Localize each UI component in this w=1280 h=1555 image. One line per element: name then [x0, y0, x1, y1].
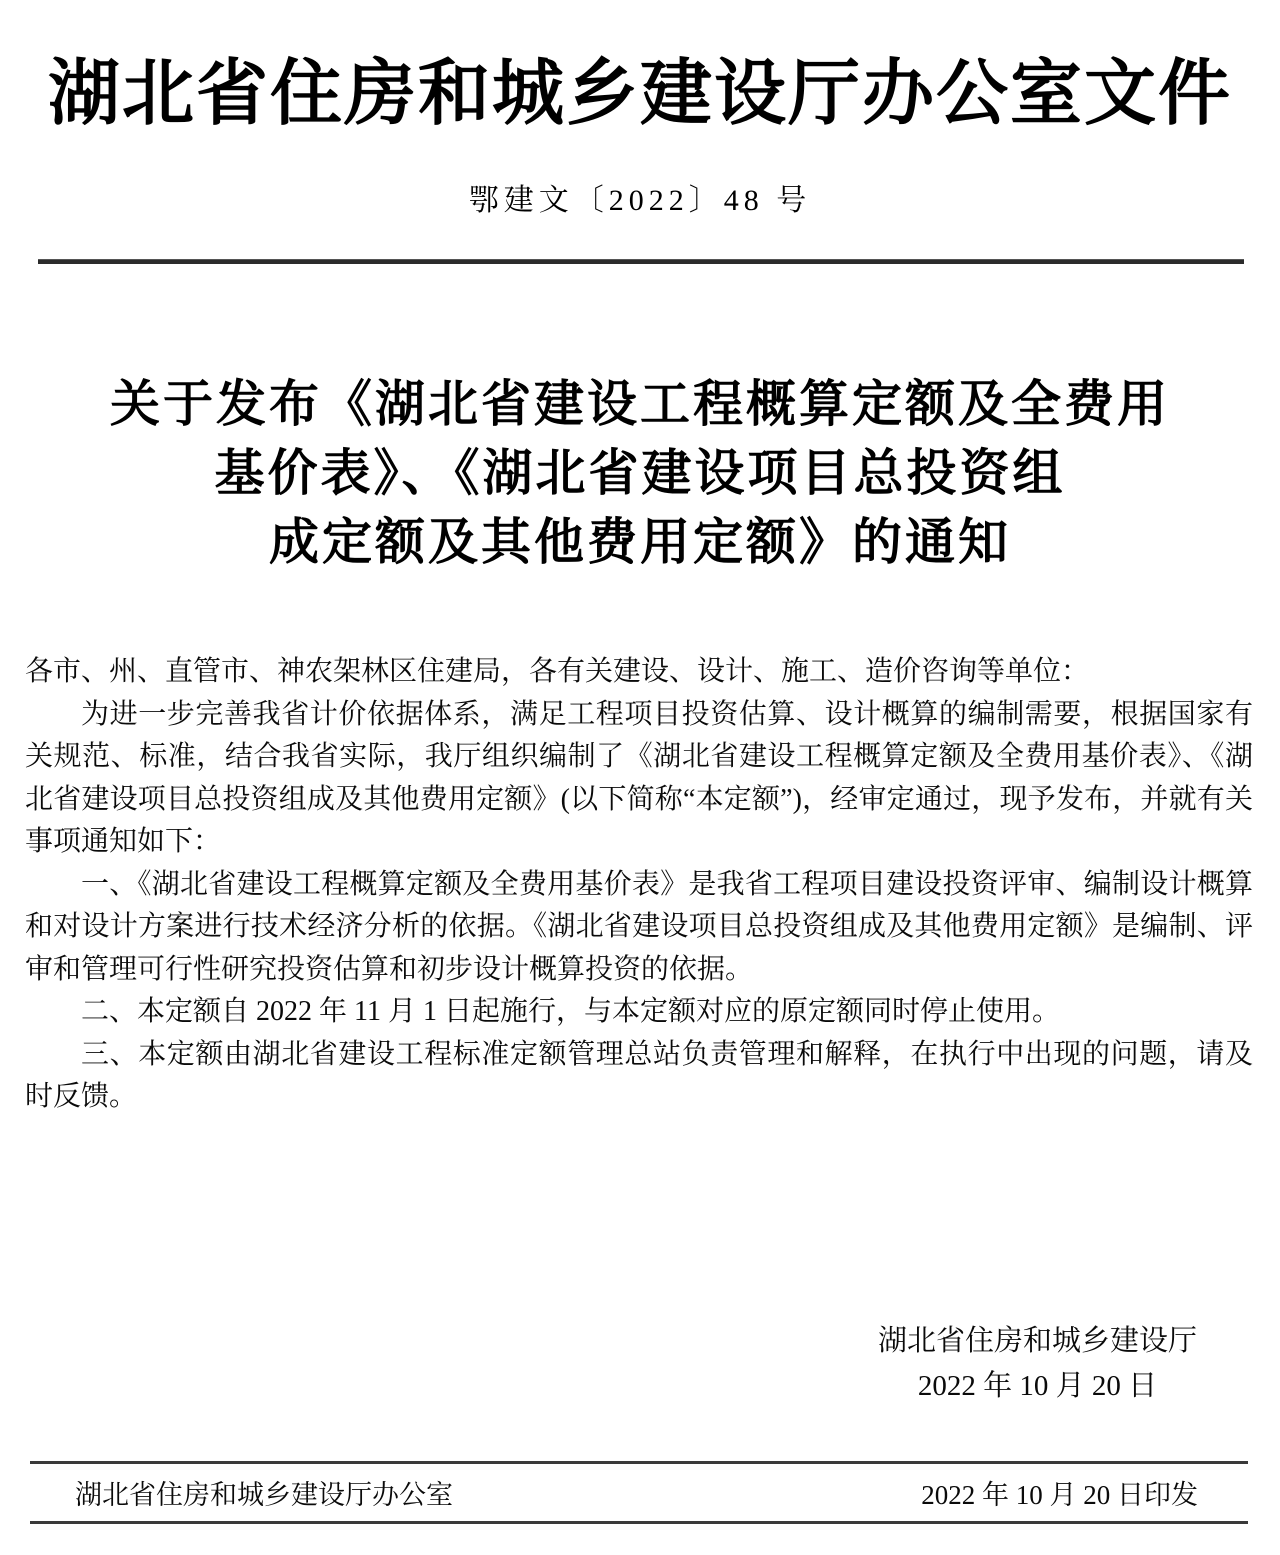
notice-title-line-2: 基价表》、《湖北省建设项目总投资组	[214, 445, 1066, 502]
document-number: 鄂建文〔2022〕48 号	[468, 184, 812, 218]
signature-date: 2022 年 10 月 20 日	[917, 1369, 1158, 1402]
notice-body	[25, 651, 1253, 1119]
document-header-title: 湖北省住房和城乡建设厅办公室文件	[47, 54, 1232, 134]
header-divider-rule	[38, 259, 1244, 264]
salutation-line: 各市、州、直管市、神农架林区住建局，各有关建设、设计、施工、造价咨询等单位：	[25, 656, 1090, 688]
body-paragraph-intro: 为进一步完善我省计价依据体系，满足工程项目投资估算、设计概算的编制需要，根据国家有关规范、标准，结合我省实际，我厅组织编制了《湖北省建设工程概算定额及全费用基价表》、《湖北省建设项目总投资组成及其他费用定额》(以下简称“本定额”)，经审定通过，现予发布，并就有关事项通知如下：	[25, 698, 1253, 858]
body-paragraph-item-1: 一、《湖北省建设工程概算定额及全费用基价表》是我省工程项目建设投资评审、编制设计概算和对设计方案进行技术经济分析的依据。《湖北省建设项目总投资组成及其他费用定额》是编制、评审和管理可行性研究投资估算和初步设计概算投资的依据。	[25, 868, 1253, 985]
notice-title	[0, 370, 1280, 577]
footer-print-date: 2022 年 10 月 20 日印发	[921, 1480, 1198, 1510]
footer-issuer-office: 湖北省住房和城乡建设厅办公室	[75, 1480, 453, 1510]
notice-title-line-1: 关于发布《湖北省建设工程概算定额及全费用	[110, 376, 1170, 433]
body-paragraph-item-3: 三、本定额由湖北省建设工程标准定额管理总站负责管理和解释，在执行中出现的问题，请及时反馈。	[25, 1038, 1253, 1113]
signature-block	[878, 1319, 1197, 1409]
body-paragraph-item-2: 二、本定额自 2022 年 11 月 1 日起施行，与本定额对应的原定额同时停止使用。	[81, 996, 1060, 1028]
signature-organization: 湖北省住房和城乡建设厅	[877, 1324, 1197, 1357]
notice-title-line-3: 成定额及其他费用定额》的通知	[269, 514, 1011, 571]
footer-bar	[30, 1461, 1248, 1524]
